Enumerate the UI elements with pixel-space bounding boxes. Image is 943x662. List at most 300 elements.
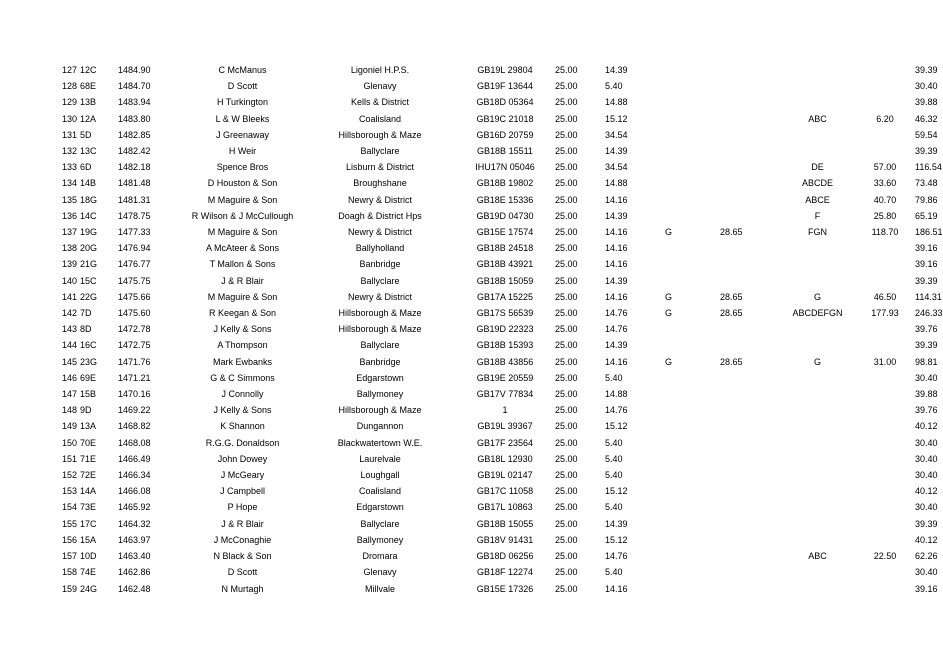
club-name-cell: Doagh & District Hps (338, 210, 422, 221)
pool-code-2-cell: G (813, 356, 821, 367)
total-amount-cell: 46.32 (915, 113, 938, 124)
pool-amount-1-cell (720, 467, 780, 483)
ring-number-cell: GB18B 15511 (477, 146, 533, 157)
pool-code-2-cell: FGN (808, 227, 827, 238)
prize-b-cell: 14.88 (605, 97, 628, 108)
pool-amount-2-cell: 22.50 (873, 551, 897, 562)
prize-b-cell: 14.39 (605, 210, 628, 221)
pool-amount-1-cell (720, 321, 780, 337)
fancier-name-cell: J Kelly & Sons (213, 405, 272, 416)
pool-amount-1-cell: 28.65 (720, 356, 743, 367)
total-amount-cell: 39.88 (915, 389, 938, 400)
velocity-cell: 1481.31 (118, 194, 151, 205)
pen-number-cell: 24G (80, 583, 98, 594)
pool-code-2-cell (780, 321, 855, 337)
prize-b-cell: 14.76 (605, 324, 628, 335)
prize-a-cell: 25.00 (555, 518, 578, 529)
pool-code-1-cell (665, 273, 720, 289)
prize-a-cell: 25.00 (555, 356, 578, 367)
club-name-cell: Hillsborough & Maze (338, 129, 422, 140)
pen-number-cell: 5D (80, 129, 92, 140)
prize-a-cell: 25.00 (555, 583, 578, 594)
prize-b-cell: 5.40 (605, 372, 623, 383)
prize-b-cell: 14.76 (605, 551, 628, 562)
pool-amount-2-cell (855, 62, 915, 78)
pool-code-2-cell (780, 402, 855, 418)
ring-number-cell: GB18B 15059 (476, 275, 534, 286)
position-cell: 130 (62, 113, 78, 124)
pool-code-2-cell: ABC (808, 551, 827, 562)
pen-number-cell: 13B (80, 97, 97, 108)
pen-number-cell: 71E (80, 453, 97, 464)
pool-code-2-cell: G (813, 291, 821, 302)
club-name-cell: Dromara (362, 551, 398, 562)
position-cell: 156 (62, 534, 78, 545)
prize-a-cell: 25.00 (555, 567, 578, 578)
pen-number-cell: 21G (80, 259, 98, 270)
velocity-cell: 1482.42 (118, 146, 151, 157)
club-name-cell: Ballyclare (360, 275, 400, 286)
prize-b-cell: 14.16 (605, 291, 628, 302)
fancier-name-cell: J Connolly (221, 389, 264, 400)
ring-number-cell: 1 (502, 405, 508, 416)
pool-amount-2-cell: 118.70 (871, 227, 899, 238)
total-amount-cell: 39.16 (915, 259, 938, 270)
ring-number-cell: GB18L 12930 (477, 453, 533, 464)
position-cell: 132 (62, 146, 78, 157)
fancier-name-cell: J Greenaway (215, 129, 270, 140)
pool-amount-2-cell (855, 256, 915, 272)
position-cell: 147 (62, 389, 78, 400)
pool-amount-1-cell (720, 451, 780, 467)
ring-number-cell: GB18D 05364 (476, 97, 534, 108)
table-row (0, 532, 936, 548)
total-amount-cell: 65.19 (915, 210, 938, 221)
fancier-name-cell: J & R Blair (221, 275, 264, 286)
pool-code-1-cell (665, 240, 720, 256)
fancier-name-cell: G & C Simmons (210, 372, 275, 383)
pool-code-2-cell: ABC (808, 113, 827, 124)
pool-code-2-cell (780, 532, 855, 548)
fancier-name-cell: N Black & Son (213, 551, 272, 562)
fancier-name-cell: J & R Blair (221, 518, 264, 529)
ring-number-cell: GB17A 15225 (476, 291, 534, 302)
club-name-cell: Newry & District (347, 291, 412, 302)
pool-amount-2-cell (855, 564, 915, 580)
pool-code-1-cell: G (665, 308, 673, 319)
velocity-cell: 1469.22 (118, 405, 151, 416)
table-row (0, 435, 936, 451)
total-amount-cell: 30.40 (915, 437, 938, 448)
club-name-cell: Newry & District (347, 194, 412, 205)
pen-number-cell: 15B (80, 389, 97, 400)
pool-code-1-cell (665, 548, 720, 564)
ring-number-cell: GB17S 56539 (476, 308, 534, 319)
pool-amount-1-cell (720, 532, 780, 548)
fancier-name-cell: Mark Ewbanks (212, 356, 273, 367)
fancier-name-cell: John Dowey (217, 453, 268, 464)
position-cell: 144 (62, 340, 78, 351)
pool-amount-1-cell (720, 78, 780, 94)
table-row (0, 581, 936, 597)
position-cell: 145 (62, 356, 78, 367)
pen-number-cell: 23G (80, 356, 98, 367)
prize-a-cell: 25.00 (555, 405, 578, 416)
table-row (0, 354, 936, 370)
position-cell: 151 (62, 453, 78, 464)
position-cell: 158 (62, 567, 78, 578)
pool-amount-2-cell (855, 467, 915, 483)
table-row (0, 451, 936, 467)
prize-a-cell: 25.00 (555, 81, 578, 92)
position-cell: 129 (62, 97, 78, 108)
club-name-cell: Kells & District (350, 97, 409, 108)
table-row (0, 321, 936, 337)
pool-amount-2-cell (855, 127, 915, 143)
table-row (0, 94, 936, 110)
pen-number-cell: 13C (80, 146, 97, 157)
pool-amount-1-cell (720, 175, 780, 191)
pool-code-2-cell (780, 581, 855, 597)
prize-b-cell: 5.40 (605, 437, 623, 448)
velocity-cell: 1465.92 (118, 502, 151, 513)
prize-b-cell: 34.54 (605, 162, 628, 173)
velocity-cell: 1471.76 (118, 356, 151, 367)
prize-a-cell: 25.00 (555, 502, 578, 513)
pen-number-cell: 69E (80, 372, 97, 383)
total-amount-cell: 39.39 (915, 275, 938, 286)
pool-code-1-cell (665, 337, 720, 353)
pen-number-cell: 14B (80, 178, 97, 189)
pool-amount-2-cell (855, 435, 915, 451)
pool-amount-2-cell (855, 386, 915, 402)
pen-number-cell: 22G (80, 291, 98, 302)
pool-code-2-cell (780, 256, 855, 272)
fancier-name-cell: R.G.G. Donaldson (205, 437, 280, 448)
position-cell: 142 (62, 308, 78, 319)
table-row (0, 418, 936, 434)
pool-amount-2-cell: 6.20 (876, 113, 894, 124)
pen-number-cell: 72E (80, 470, 97, 481)
pool-amount-2-cell (855, 321, 915, 337)
fancier-name-cell: T Mallon & Sons (209, 259, 276, 270)
fancier-name-cell: R Keegan & Son (208, 308, 277, 319)
position-cell: 143 (62, 324, 78, 335)
club-name-cell: Glenavy (363, 567, 397, 578)
velocity-cell: 1470.16 (118, 389, 151, 400)
prize-a-cell: 25.00 (555, 470, 578, 481)
prize-b-cell: 15.12 (605, 534, 628, 545)
pool-code-1-cell (665, 483, 720, 499)
table-row (0, 78, 936, 94)
velocity-cell: 1484.70 (118, 81, 151, 92)
pool-code-1-cell (665, 386, 720, 402)
velocity-cell: 1476.94 (118, 243, 151, 254)
prize-b-cell: 5.40 (605, 502, 623, 513)
fancier-name-cell: J Kelly & Sons (213, 324, 272, 335)
pool-amount-2-cell: 177.93 (871, 308, 899, 319)
total-amount-cell: 39.39 (915, 518, 938, 529)
pool-code-1-cell (665, 581, 720, 597)
total-amount-cell: 40.12 (915, 486, 938, 497)
prize-b-cell: 14.16 (605, 243, 628, 254)
pool-amount-1-cell (720, 483, 780, 499)
table-row (0, 386, 936, 402)
ring-number-cell: GB19D 04730 (476, 210, 534, 221)
pen-number-cell: 7D (80, 308, 92, 319)
velocity-cell: 1484.90 (118, 65, 151, 75)
fancier-name-cell: J McConaghie (213, 534, 272, 545)
prize-a-cell: 25.00 (555, 324, 578, 335)
pool-code-1-cell (665, 564, 720, 580)
ring-number-cell: GB18D 06256 (476, 551, 534, 562)
club-name-cell: Ballyclare (360, 518, 400, 529)
pool-code-2-cell: DE (811, 162, 824, 173)
prize-a-cell: 25.00 (555, 146, 578, 157)
results-table (0, 62, 943, 597)
total-amount-cell: 39.76 (915, 405, 938, 416)
table-row (0, 127, 936, 143)
prize-b-cell: 14.39 (605, 518, 628, 529)
pool-amount-2-cell (855, 499, 915, 515)
pool-amount-2-cell (855, 94, 915, 110)
total-amount-cell: 186.51 (915, 227, 943, 238)
pool-code-1-cell (665, 402, 720, 418)
pool-code-2-cell (780, 143, 855, 159)
pool-amount-2-cell (855, 370, 915, 386)
pool-amount-2-cell (855, 451, 915, 467)
prize-b-cell: 14.16 (605, 259, 628, 270)
pool-code-1-cell (665, 418, 720, 434)
total-amount-cell: 98.81 (915, 356, 938, 367)
fancier-name-cell: M Maguire & Son (207, 291, 278, 302)
ring-number-cell: IHU17N 05046 (475, 162, 535, 173)
position-cell: 140 (62, 275, 78, 286)
total-amount-cell: 30.40 (915, 502, 938, 513)
position-cell: 153 (62, 486, 78, 497)
club-name-cell: Ballymoney (356, 389, 404, 400)
pool-amount-1-cell (720, 273, 780, 289)
fancier-name-cell: J McGeary (220, 470, 265, 481)
position-cell: 138 (62, 243, 78, 254)
pool-code-1-cell (665, 143, 720, 159)
velocity-cell: 1466.08 (118, 486, 151, 497)
prize-b-cell: 15.12 (605, 113, 628, 124)
position-cell: 149 (62, 421, 78, 432)
velocity-cell: 1468.08 (118, 437, 151, 448)
pool-amount-2-cell (855, 516, 915, 532)
pool-code-2-cell (780, 370, 855, 386)
total-amount-cell: 246.33 (915, 308, 943, 319)
prize-a-cell: 25.00 (555, 389, 578, 400)
table-row (0, 337, 936, 353)
pool-code-1-cell (665, 175, 720, 191)
total-amount-cell: 30.40 (915, 372, 938, 383)
pen-number-cell: 17C (80, 518, 97, 529)
pool-amount-2-cell: 31.00 (873, 356, 897, 367)
position-cell: 136 (62, 210, 78, 221)
pool-amount-2-cell (855, 143, 915, 159)
pool-amount-1-cell (720, 337, 780, 353)
ring-number-cell: GB18E 15336 (476, 194, 534, 205)
total-amount-cell: 73.48 (915, 178, 938, 189)
pool-amount-2-cell (855, 581, 915, 597)
table-row (0, 62, 936, 78)
table-row (0, 143, 936, 159)
club-name-cell: Newry & District (347, 227, 412, 238)
club-name-cell: Broughshane (353, 178, 407, 189)
pen-number-cell: 74E (80, 567, 97, 578)
pool-amount-1-cell (720, 208, 780, 224)
pool-amount-1-cell (720, 111, 780, 127)
table-row (0, 499, 936, 515)
pen-number-cell: 12C (80, 65, 97, 75)
ring-number-cell: GB18F 12274 (476, 567, 534, 578)
pen-number-cell: 14A (80, 486, 97, 497)
velocity-cell: 1466.34 (118, 470, 151, 481)
ring-number-cell: GB19L 02147 (477, 470, 533, 481)
total-amount-cell: 79.86 (915, 194, 938, 205)
pen-number-cell: 16C (80, 340, 97, 351)
prize-a-cell: 25.00 (555, 194, 578, 205)
pool-amount-2-cell: 46.50 (873, 291, 897, 302)
club-name-cell: Ballymoney (356, 534, 404, 545)
fancier-name-cell: M Maguire & Son (207, 194, 278, 205)
prize-a-cell: 25.00 (555, 340, 578, 351)
pool-amount-1-cell (720, 62, 780, 78)
velocity-cell: 1483.94 (118, 97, 151, 108)
prize-b-cell: 14.16 (605, 583, 628, 594)
prize-a-cell: 25.00 (555, 65, 578, 75)
club-name-cell: Hillsborough & Maze (338, 405, 422, 416)
table-row (0, 224, 936, 240)
prize-a-cell: 25.00 (555, 372, 578, 383)
table-row (0, 256, 936, 272)
pool-code-2-cell (780, 386, 855, 402)
pen-number-cell: 20G (80, 243, 98, 254)
table-row (0, 483, 936, 499)
prize-b-cell: 14.39 (605, 275, 628, 286)
ring-number-cell: GB18B 15055 (476, 518, 534, 529)
pen-number-cell: 14C (80, 210, 97, 221)
club-name-cell: Ballyclare (360, 340, 400, 351)
pool-amount-2-cell (855, 483, 915, 499)
prize-a-cell: 25.00 (555, 129, 578, 140)
position-cell: 139 (62, 259, 78, 270)
velocity-cell: 1472.75 (118, 340, 151, 351)
position-cell: 137 (62, 227, 78, 238)
prize-b-cell: 14.88 (605, 389, 628, 400)
pool-amount-2-cell (855, 532, 915, 548)
table-row (0, 548, 936, 564)
club-name-cell: Ligoniel H.P.S. (350, 65, 410, 75)
club-name-cell: Hillsborough & Maze (338, 308, 422, 319)
prize-a-cell: 25.00 (555, 453, 578, 464)
pool-amount-1-cell (720, 256, 780, 272)
table-row (0, 240, 936, 256)
pool-amount-1-cell (720, 370, 780, 386)
prize-b-cell: 14.39 (605, 146, 628, 157)
position-cell: 150 (62, 437, 78, 448)
velocity-cell: 1475.66 (118, 291, 151, 302)
club-name-cell: Ballyholland (355, 243, 405, 254)
prize-b-cell: 14.16 (605, 194, 628, 205)
fancier-name-cell: Spence Bros (216, 162, 269, 173)
club-name-cell: Glenavy (363, 81, 397, 92)
total-amount-cell: 39.76 (915, 324, 938, 335)
position-cell: 159 (62, 583, 78, 594)
pool-amount-1-cell (720, 516, 780, 532)
pool-amount-2-cell (855, 418, 915, 434)
prize-b-cell: 14.16 (605, 227, 628, 238)
total-amount-cell: 40.12 (915, 534, 938, 545)
club-name-cell: Ballyclare (360, 146, 400, 157)
prize-a-cell: 25.00 (555, 113, 578, 124)
pool-code-2-cell (780, 499, 855, 515)
total-amount-cell: 116.54 (915, 162, 942, 173)
pool-amount-1-cell (720, 581, 780, 597)
velocity-cell: 1462.48 (118, 583, 151, 594)
pool-code-2-cell: ABCDEFGN (792, 308, 843, 319)
position-cell: 157 (62, 551, 78, 562)
pool-code-1-cell (665, 208, 720, 224)
total-amount-cell: 39.39 (915, 340, 938, 351)
table-row (0, 516, 936, 532)
fancier-name-cell: K Shannon (220, 421, 265, 432)
prize-a-cell: 25.00 (555, 308, 578, 319)
total-amount-cell: 39.88 (915, 97, 938, 108)
prize-a-cell: 25.00 (555, 421, 578, 432)
pool-code-1-cell (665, 435, 720, 451)
pen-number-cell: 15C (80, 275, 97, 286)
total-amount-cell: 62.26 (915, 551, 938, 562)
prize-a-cell: 25.00 (555, 275, 578, 286)
prize-b-cell: 14.76 (605, 308, 628, 319)
total-amount-cell: 40.12 (915, 421, 938, 432)
pool-code-2-cell (780, 483, 855, 499)
position-cell: 148 (62, 405, 78, 416)
pool-amount-2-cell (855, 402, 915, 418)
prize-b-cell: 5.40 (605, 453, 623, 464)
prize-b-cell: 14.88 (605, 178, 628, 189)
prize-a-cell: 25.00 (555, 259, 578, 270)
club-name-cell: Hillsborough & Maze (338, 324, 422, 335)
fancier-name-cell: L & W Bleeks (215, 113, 270, 124)
prize-a-cell: 25.00 (555, 437, 578, 448)
pool-code-1-cell: G (665, 227, 673, 238)
ring-number-cell: GB18B 15393 (476, 340, 534, 351)
table-row (0, 192, 936, 208)
pool-amount-1-cell (720, 548, 780, 564)
pool-code-1-cell (665, 256, 720, 272)
fancier-name-cell: P Hope (227, 502, 258, 513)
velocity-cell: 1483.80 (118, 113, 151, 124)
velocity-cell: 1471.21 (118, 372, 151, 383)
pool-amount-1-cell (720, 564, 780, 580)
pool-amount-1-cell (720, 418, 780, 434)
prize-a-cell: 25.00 (555, 534, 578, 545)
velocity-cell: 1482.18 (118, 162, 151, 173)
pool-code-1-cell (665, 78, 720, 94)
pen-number-cell: 70E (80, 437, 97, 448)
fancier-name-cell: H Turkington (216, 97, 269, 108)
club-name-cell: Banbridge (359, 356, 401, 367)
pool-amount-1-cell (720, 386, 780, 402)
club-name-cell: Dungannon (356, 421, 404, 432)
pool-code-2-cell: F (814, 210, 821, 221)
pool-code-2-cell (780, 467, 855, 483)
pool-amount-1-cell (720, 143, 780, 159)
